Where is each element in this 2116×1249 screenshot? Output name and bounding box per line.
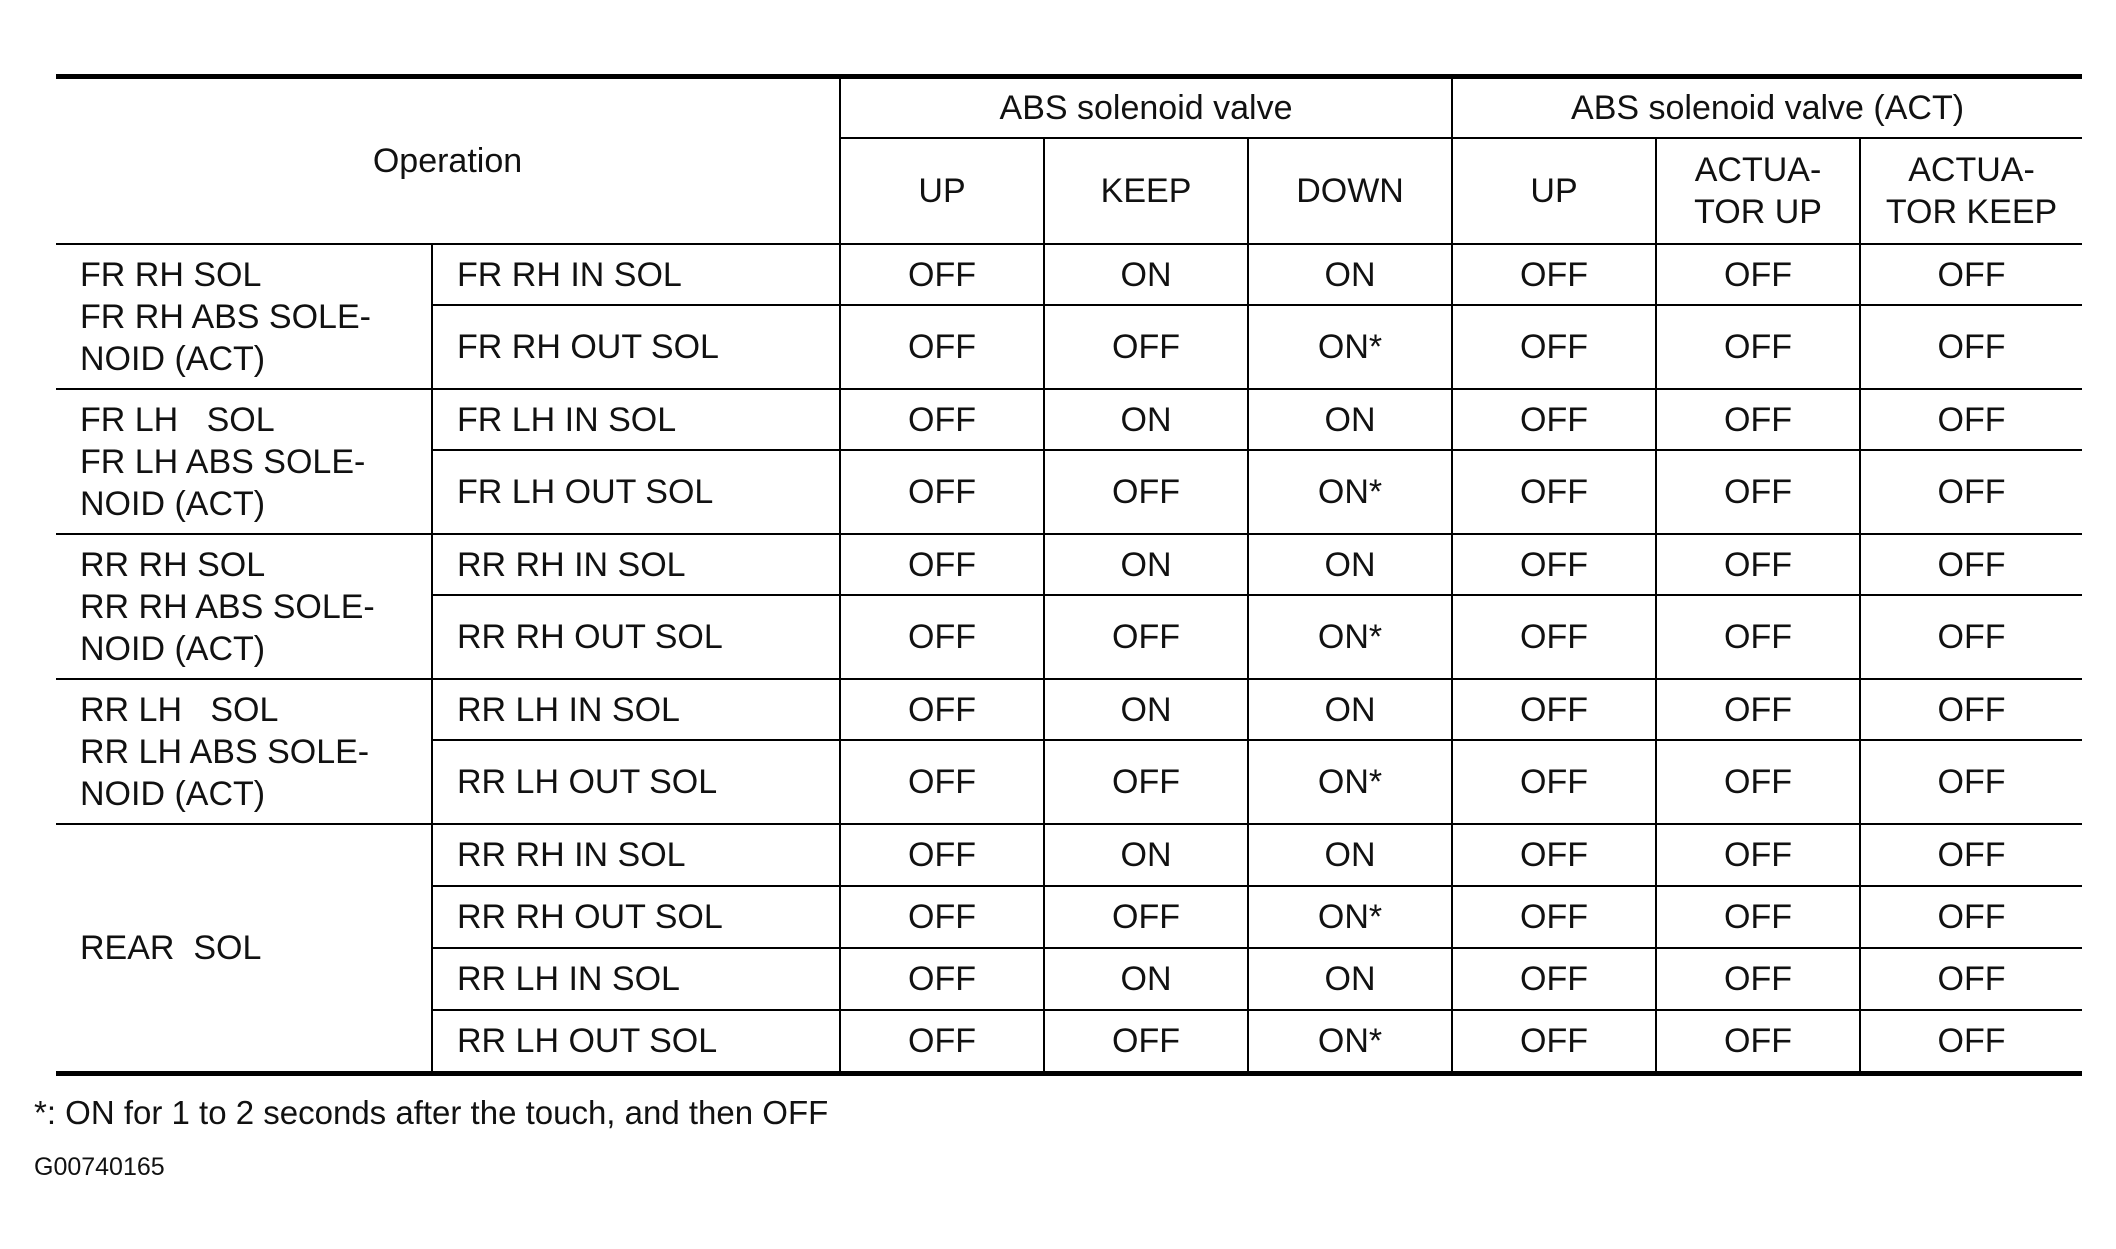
operation-group-label: NOID (ACT): [80, 774, 266, 813]
operation-group-label: NOID (ACT): [80, 629, 266, 668]
state-value-cell: OFF: [840, 886, 1044, 948]
state-value-cell: OFF: [1452, 305, 1656, 389]
operation-group-label: REAR SOL: [80, 929, 262, 967]
header-row-groups: [56, 77, 2082, 139]
solenoid-name-cell: RR LH OUT SOL: [432, 740, 840, 824]
operation-group-label: FR LH ABS SOLE-: [80, 442, 366, 481]
table-row: [56, 679, 2082, 740]
state-value-cell: OFF: [1452, 1010, 1656, 1074]
abs-solenoid-valve-header: ABS solenoid valve: [840, 77, 1452, 139]
table-row: [56, 534, 2082, 595]
state-value-cell: OFF: [1452, 534, 1656, 595]
state-value-cell: OFF: [1452, 886, 1656, 948]
operation-group-label: RR RH ABS SOLE-: [80, 587, 375, 626]
state-value-cell: ON*: [1248, 450, 1452, 534]
state-value-cell: OFF: [1656, 389, 1860, 450]
state-value-cell: OFF: [840, 450, 1044, 534]
state-value-cell: OFF: [1860, 595, 2082, 679]
solenoid-name-cell: RR LH IN SOL: [432, 679, 840, 740]
state-value-cell: OFF: [1044, 1010, 1248, 1074]
state-value-cell: ON*: [1248, 595, 1452, 679]
state-value-cell: OFF: [1452, 595, 1656, 679]
state-value-cell: ON: [1044, 948, 1248, 1010]
state-value-cell: OFF: [1656, 1010, 1860, 1074]
state-value-cell: OFF: [1452, 679, 1656, 740]
state-value-cell: ON*: [1248, 305, 1452, 389]
state-value-cell: OFF: [1860, 1010, 2082, 1074]
state-value-cell: OFF: [1044, 595, 1248, 679]
column-header-line: KEEP: [1100, 172, 1192, 210]
solenoid-name-cell: RR RH IN SOL: [432, 824, 840, 886]
state-value-cell: OFF: [1656, 740, 1860, 824]
state-value-cell: OFF: [1656, 450, 1860, 534]
state-value-cell: ON*: [1248, 1010, 1452, 1074]
state-value-cell: OFF: [1860, 679, 2082, 740]
state-value-cell: ON*: [1248, 886, 1452, 948]
state-value-cell: OFF: [1860, 305, 2082, 389]
state-value-cell: OFF: [1860, 534, 2082, 595]
column-header: [1656, 138, 1860, 244]
state-value-cell: OFF: [1452, 450, 1656, 534]
column-header: [1860, 138, 2082, 244]
state-value-cell: OFF: [840, 740, 1044, 824]
state-value-cell: OFF: [1860, 450, 2082, 534]
state-value-cell: ON: [1248, 389, 1452, 450]
state-value-cell: ON: [1044, 389, 1248, 450]
state-value-cell: OFF: [840, 595, 1044, 679]
column-header-line: TOR KEEP: [1885, 193, 2058, 231]
state-value-cell: OFF: [1656, 948, 1860, 1010]
state-value-cell: ON*: [1248, 740, 1452, 824]
table-row: [56, 244, 2082, 305]
solenoid-operation-table: [56, 74, 2082, 1076]
solenoid-name-cell: FR RH IN SOL: [432, 244, 840, 305]
state-value-cell: OFF: [1656, 244, 1860, 305]
column-header: [1248, 138, 1452, 244]
column-header-line: ACTUA-: [1694, 151, 1822, 189]
state-value-cell: OFF: [1656, 824, 1860, 886]
state-value-cell: OFF: [1044, 740, 1248, 824]
state-value-cell: OFF: [840, 1010, 1044, 1074]
operation-group-label: FR RH SOL: [80, 255, 262, 294]
column-header: [1452, 138, 1656, 244]
state-value-cell: OFF: [1860, 244, 2082, 305]
state-value-cell: OFF: [1656, 534, 1860, 595]
solenoid-name-cell: RR RH OUT SOL: [432, 886, 840, 948]
solenoid-name-cell: RR LH OUT SOL: [432, 1010, 840, 1074]
state-value-cell: OFF: [840, 534, 1044, 595]
state-value-cell: OFF: [1452, 824, 1656, 886]
operation-group-label: RR RH SOL: [80, 545, 266, 584]
operation-group-label: RR LH SOL: [80, 690, 279, 729]
operation-group-label: FR RH ABS SOLE-: [80, 297, 371, 336]
state-value-cell: OFF: [840, 244, 1044, 305]
column-header-line: DOWN: [1296, 172, 1404, 210]
operation-header: Operation: [56, 77, 840, 245]
state-value-cell: OFF: [840, 389, 1044, 450]
state-value-cell: OFF: [1044, 450, 1248, 534]
operation-group-cell: [56, 534, 432, 679]
column-header-line: ACTUA-: [1908, 151, 2035, 189]
operation-group-cell: [56, 679, 432, 824]
table-row: [56, 824, 2082, 886]
state-value-cell: OFF: [1656, 679, 1860, 740]
operation-group-label: NOID (ACT): [80, 484, 266, 523]
state-value-cell: ON: [1248, 679, 1452, 740]
figure-id: G00740165: [34, 1153, 165, 1181]
solenoid-name-cell: FR LH IN SOL: [432, 389, 840, 450]
state-value-cell: OFF: [1452, 948, 1656, 1010]
state-value-cell: OFF: [1656, 886, 1860, 948]
state-value-cell: OFF: [1860, 740, 2082, 824]
solenoid-name-cell: FR RH OUT SOL: [432, 305, 840, 389]
solenoid-name-cell: FR LH OUT SOL: [432, 450, 840, 534]
state-value-cell: ON: [1248, 948, 1452, 1010]
state-value-cell: OFF: [1452, 740, 1656, 824]
state-value-cell: OFF: [1044, 305, 1248, 389]
state-value-cell: ON: [1044, 244, 1248, 305]
operation-group-cell: [56, 389, 432, 534]
state-value-cell: OFF: [1860, 389, 2082, 450]
operation-group-cell: [56, 824, 432, 1074]
operation-group-label: FR LH SOL: [80, 400, 275, 439]
state-value-cell: OFF: [1656, 305, 1860, 389]
state-value-cell: ON: [1044, 679, 1248, 740]
state-value-cell: ON: [1248, 534, 1452, 595]
state-value-cell: OFF: [840, 824, 1044, 886]
table-body: [56, 244, 2082, 1074]
state-value-cell: OFF: [840, 305, 1044, 389]
state-value-cell: OFF: [1452, 389, 1656, 450]
column-header: [1044, 138, 1248, 244]
table-row: [56, 389, 2082, 450]
solenoid-operation-table-container: [56, 74, 2082, 1076]
operation-group-label: RR LH ABS SOLE-: [80, 732, 370, 771]
state-value-cell: ON: [1044, 824, 1248, 886]
state-value-cell: OFF: [1860, 948, 2082, 1010]
state-value-cell: ON: [1248, 244, 1452, 305]
state-value-cell: OFF: [1860, 824, 2082, 886]
abs-solenoid-valve-act-header: ABS solenoid valve (ACT): [1452, 77, 2082, 139]
column-header: [840, 138, 1044, 244]
state-value-cell: OFF: [1452, 244, 1656, 305]
state-value-cell: ON: [1248, 824, 1452, 886]
column-header-line: UP: [1530, 172, 1578, 210]
state-value-cell: OFF: [840, 948, 1044, 1010]
solenoid-name-cell: RR RH IN SOL: [432, 534, 840, 595]
state-value-cell: OFF: [1044, 886, 1248, 948]
operation-group-cell: [56, 244, 432, 389]
solenoid-name-cell: RR LH IN SOL: [432, 948, 840, 1010]
column-header-line: TOR UP: [1694, 193, 1822, 231]
state-value-cell: OFF: [1656, 595, 1860, 679]
footnote: *: ON for 1 to 2 seconds after the touch, and then OFF: [34, 1094, 829, 1131]
state-value-cell: OFF: [840, 679, 1044, 740]
operation-group-label: NOID (ACT): [80, 339, 266, 378]
state-value-cell: OFF: [1860, 886, 2082, 948]
state-value-cell: ON: [1044, 534, 1248, 595]
solenoid-name-cell: RR RH OUT SOL: [432, 595, 840, 679]
column-header-line: UP: [918, 172, 966, 210]
